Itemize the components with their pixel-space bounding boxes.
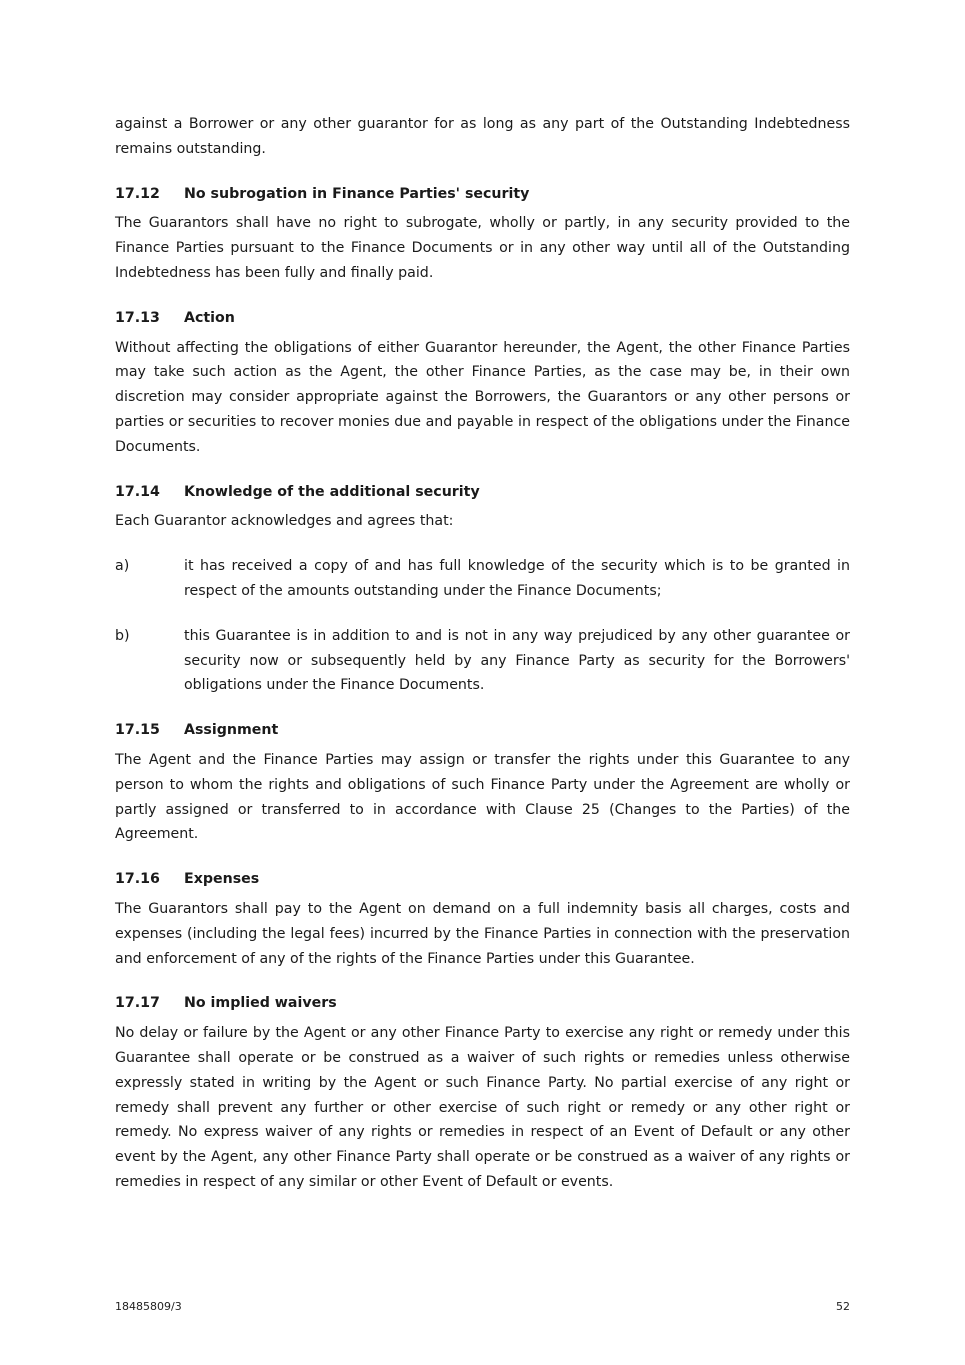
section-heading-17-14 (115, 480, 850, 505)
page-footer (115, 1300, 850, 1314)
section-number: 17.13 (115, 309, 160, 326)
section-title: Assignment (184, 722, 279, 739)
section-title: Action (184, 309, 235, 326)
section-heading-17-12 (115, 182, 850, 207)
section-title: Expenses (184, 871, 260, 888)
section-title: No subrogation in Finance Parties' security (184, 185, 530, 202)
section-number: 17.17 (115, 995, 160, 1012)
list-marker: a) (115, 558, 130, 575)
document-page (115, 112, 850, 1195)
list-item-text: it has received a copy of and has full knowledge of the security which is to be granted in respect of the amounts outstanding under the Finance Documents; (184, 558, 850, 599)
section-text-17-15: The Agent and the Finance Parties may assign or transfer the rights under this Guarantee to any person to whom the rights and obligations of such Finance Party under the Agreement are wholly or partly assigned or transferred to in accordance with Clause 25 (Changes to the Parties) of the Agreement. (115, 751, 850, 843)
section-number: 17.14 (115, 483, 160, 500)
section-heading-17-16 (115, 867, 850, 892)
intro-paragraph: against a Borrower or any other guarantor for as long as any part of the Outstanding Indebtedness remains outstanding. (115, 116, 850, 157)
document-id: 18485809/3 (115, 1300, 182, 1313)
section-text-17-13: Without affecting the obligations of either Guarantor hereunder, the Agent, the other Finance Parties may take such action as the Agent, the other Finance Parties, as the case may be, in their own discretion may consider appropriate against the Borrowers, the Guarantors or any other persons or parties or securities to recover monies due and payable in respect of the obligations under the Finance Documents. (115, 339, 850, 455)
section-title: No implied waivers (184, 995, 337, 1012)
section-number: 17.16 (115, 871, 160, 888)
section-number: 17.12 (115, 185, 160, 202)
section-heading-17-13 (115, 306, 850, 331)
section-text-17-14: Each Guarantor acknowledges and agrees that: (115, 513, 454, 530)
section-text-17-16: The Guarantors shall pay to the Agent on demand on a full indemnity basis all charges, costs and expenses (including the legal fees) incurred by the Finance Parties in connection with the preservation and enforcement of any of the rights of the Finance Parties under this Guarantee. (115, 900, 850, 967)
list-item (115, 554, 850, 604)
section-heading-17-15 (115, 718, 850, 743)
list-marker: b) (115, 627, 130, 644)
section-text-17-17: No delay or failure by the Agent or any other Finance Party to exercise any right or remedy under this Guarantee shall operate or be construed as a waiver of such rights or remedies unless otherwise expressly stated in writing by the Agent or such Finance Party. No partial exercise of any right or remedy shall prevent any further or other exercise of such right or remedy or any other right or remedy. No express waiver of any rights or remedies in respect of an Event of Default or any other event by the Agent, any other Finance Party shall operate or be construed as a waiver of any rights or remedies in respect of any similar or other Event of Default or events. (115, 1025, 850, 1190)
section-text-17-12: The Guarantors shall have no right to subrogate, wholly or partly, in any security provided to the Finance Parties pursuant to the Finance Documents or in any other way until all of the Outstanding Indebtedness has been fully and finally paid. (115, 215, 850, 281)
page-number: 52 (836, 1300, 850, 1313)
section-number: 17.15 (115, 722, 160, 739)
list-item-text: this Guarantee is in addition to and is not in any way prejudiced by any other guarantee or security now or subsequently held by any Finance Party as security for the Borrowers' obligations under the Finance Documents. (184, 627, 850, 694)
section-heading-17-17 (115, 991, 850, 1016)
section-title: Knowledge of the additional security (184, 483, 480, 500)
list-item (115, 624, 850, 698)
